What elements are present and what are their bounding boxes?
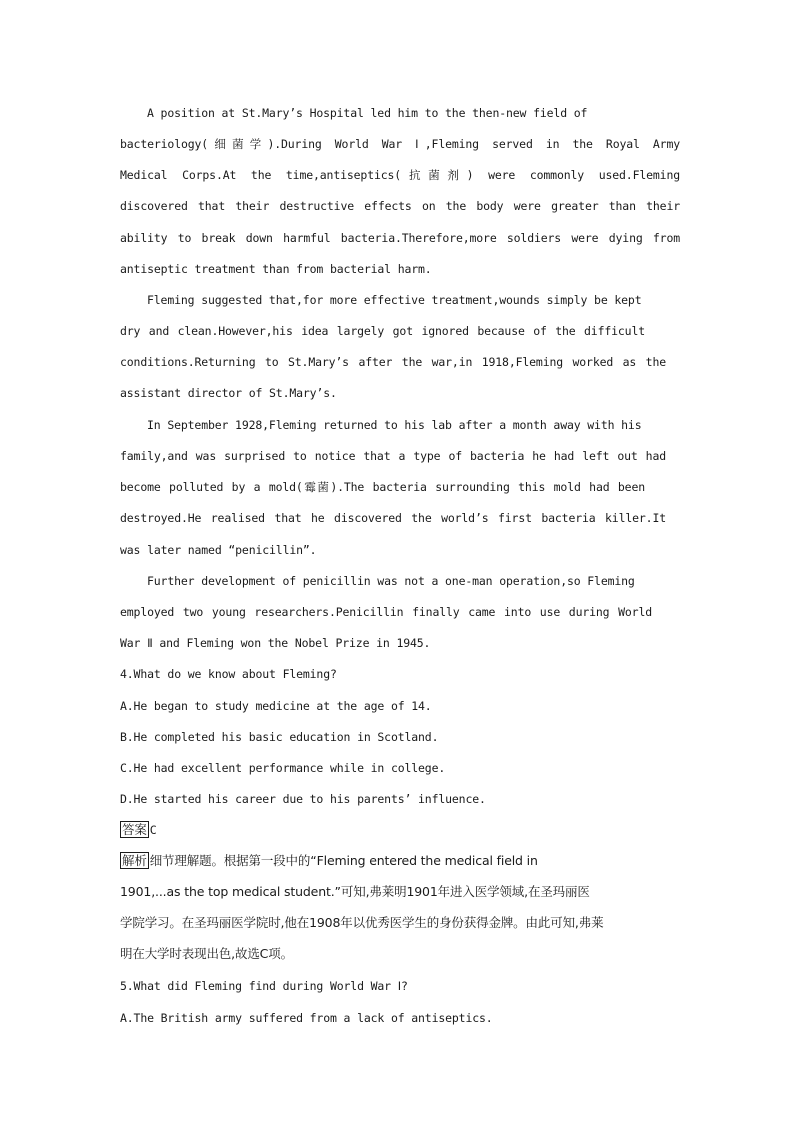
- passage-line: dry and clean.However,his idea largely got ignored because of the difficult: [120, 324, 645, 338]
- passage-line: Medical Corps.At the time,antiseptics(抗菌剂) were commonly used.Fleming: [120, 168, 680, 182]
- analysis-label: 解析: [122, 853, 147, 868]
- analysis-line: 1901,...as the top medical student.”可知,弗莱明1901年进入医学领域,在圣玛丽医: [120, 884, 590, 899]
- question-5-option-a: A.The British army suffered from a lack of antiseptics.: [120, 1011, 493, 1025]
- question-4-option-d: D.He started his career due to his parents’ influence.: [120, 792, 486, 806]
- passage-line: bacteriology(细菌学).During World War Ⅰ,Fleming served in the Royal Army: [120, 137, 680, 151]
- answer-value: C: [149, 823, 157, 837]
- passage-line: Further development of penicillin was not a one-man operation,so Fleming: [147, 574, 635, 588]
- passage-line: In September 1928,Fleming returned to his lab after a month away with his: [147, 418, 642, 432]
- question-4-option-b: B.He completed his basic education in Scotland.: [120, 730, 439, 744]
- question-4: 4.What do we know about Fleming?: [120, 667, 337, 681]
- passage-line: Fleming suggested that,for more effective treatment,wounds simply be kept: [147, 293, 642, 307]
- analysis-row: [120, 852, 680, 869]
- analysis-text: 细节理解题。根据第一段中的“Fleming entered the medical field in: [149, 853, 538, 868]
- passage-line: conditions.Returning to St.Mary’s after the war,in 1918,Fleming worked as the: [120, 355, 666, 369]
- question-4-option-c: C.He had excellent performance while in college.: [120, 761, 446, 775]
- question-5: 5.What did Fleming find during World War Ⅰ?: [120, 979, 408, 993]
- passage-line: destroyed.He realised that he discovered the world’s first bacteria killer.It: [120, 511, 666, 525]
- analysis-line: 明在大学时表现出色,故选C项。: [120, 946, 293, 961]
- analysis-line: 学院学习。在圣玛丽医学院时,他在1908年以优秀医学生的身份获得金牌。由此可知,弗莱: [120, 915, 604, 930]
- passage-line: discovered that their destructive effects on the body were greater than their: [120, 199, 680, 213]
- answer-label: 答案: [122, 822, 147, 837]
- passage-line: employed two young researchers.Penicillin finally came into use during World: [120, 605, 652, 619]
- passage-line: A position at St.Mary’s Hospital led him to the then-new field of: [147, 106, 588, 120]
- passage-line: assistant director of St.Mary’s.: [120, 386, 337, 400]
- passage-line: ability to break down harmful bacteria.Therefore,more soldiers were dying from: [120, 231, 680, 245]
- passage-line: become polluted by a mold(霉菌).The bacteria surrounding this mold had been: [120, 480, 645, 494]
- passage-line: family,and was surprised to notice that a type of bacteria he had left out had: [120, 449, 666, 463]
- passage-line: War Ⅱ and Fleming won the Nobel Prize in 1945.: [120, 636, 431, 650]
- question-4-option-a: A.He began to study medicine at the age of 14.: [120, 699, 432, 713]
- answer-row: [120, 821, 680, 838]
- passage-line: was later named “penicillin”.: [120, 543, 317, 557]
- passage-line: antiseptic treatment than from bacterial harm.: [120, 262, 432, 276]
